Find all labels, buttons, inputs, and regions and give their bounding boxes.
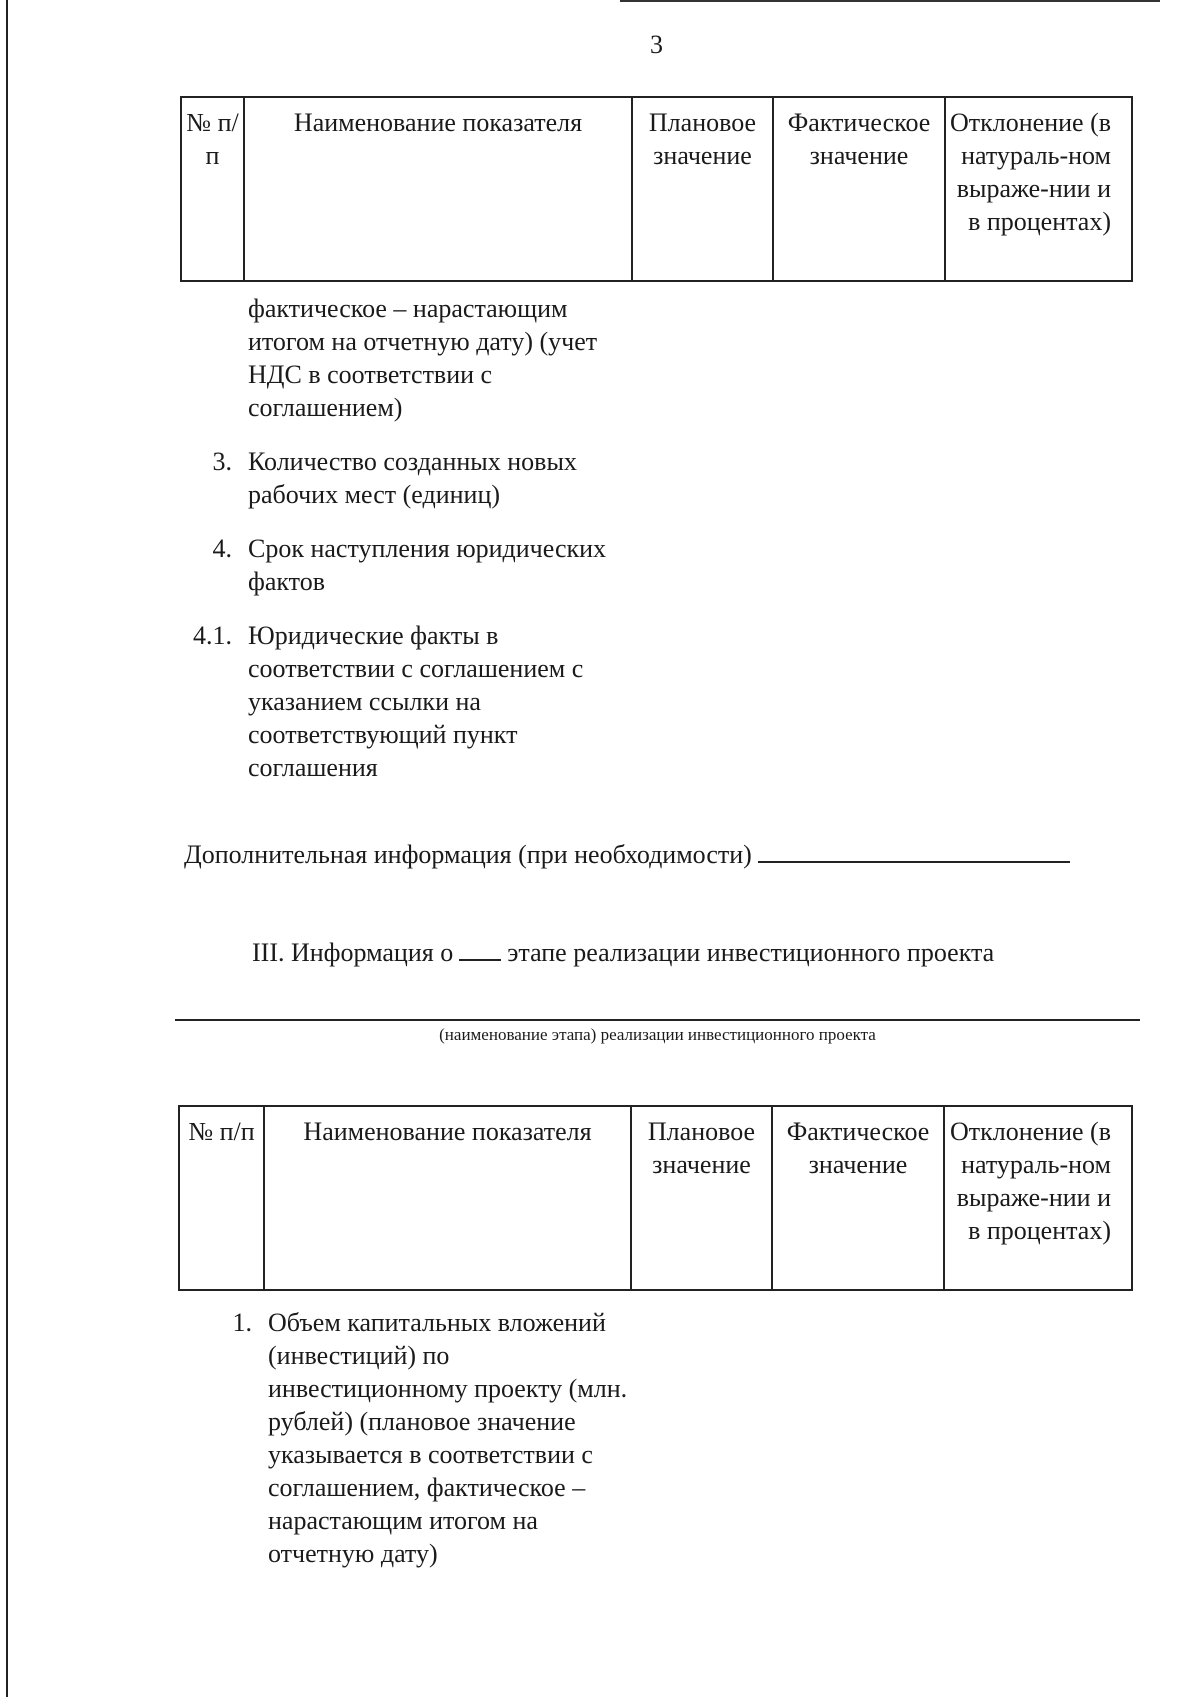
item-text: фактическое – нарастающим итогом на отчетную дату) (учет НДС в соответствии с соглашением) — [248, 294, 598, 422]
item-number: 4.1. — [193, 621, 232, 650]
item-text: Юридические факты в соответствии с соглашением с указанием ссылки на соответствующий пункт соглашения — [248, 621, 584, 782]
indicators-table-header — [180, 96, 1133, 282]
list-item — [174, 619, 628, 784]
item-text: Срок наступления юридических фактов — [248, 534, 607, 596]
section3-heading-end: этапе реализации инвестиционного проекта — [507, 938, 995, 967]
header-deviation: Отклонение (в натураль-ном выраже-нии и в процентах) — [944, 1106, 1132, 1290]
additional-info — [184, 840, 1070, 870]
header-num: № п/п — [181, 97, 244, 281]
list-item — [174, 532, 628, 598]
header-planned: Плановое значение — [632, 97, 773, 281]
page-top-edge — [620, 0, 1160, 2]
item-text: Количество созданных новых рабочих мест (единиц) — [248, 447, 577, 509]
header-actual: Фактическое значение — [773, 97, 945, 281]
item-text: Объем капитальных вложений (инвестиций) по инвестиционному проекту (млн. рублей) (плановое значение указывается в соответствии с соглашением, фактическое – нарастающим итогом на отчетную дату) — [268, 1308, 628, 1568]
additional-info-blank — [758, 843, 1070, 863]
stage-name-caption: (наименование этапа) реализации инвестиционного проекта — [439, 1025, 876, 1044]
item-number: 4. — [212, 534, 232, 563]
header-num: № п/п — [179, 1106, 264, 1290]
list-item — [174, 292, 628, 424]
page-number: 3 — [650, 30, 663, 59]
stage-name-line — [175, 1019, 1140, 1021]
list-item — [194, 1306, 648, 1570]
item-number — [174, 292, 248, 424]
section3-heading — [252, 938, 994, 968]
additional-info-label: Дополнительная информация (при необходимости) — [184, 840, 752, 869]
header-deviation: Отклонение (в натураль-ном выраже-нии и в процентах) — [945, 97, 1132, 281]
item-number: 3. — [212, 447, 232, 476]
list-item — [174, 445, 628, 511]
item-number: 1. — [232, 1308, 252, 1337]
header-name: Наименование показателя — [244, 97, 632, 281]
header-name: Наименование показателя — [264, 1106, 631, 1290]
section3-heading-start: III. Информация о — [252, 938, 454, 967]
stage-number-blank — [459, 941, 501, 961]
page-border — [6, 0, 8, 1697]
section2-indicator-list — [174, 292, 628, 805]
section3-indicator-list — [194, 1306, 648, 1591]
indicators-table-header — [178, 1105, 1133, 1291]
header-planned: Плановое значение — [631, 1106, 772, 1290]
header-actual: Фактическое значение — [772, 1106, 944, 1290]
